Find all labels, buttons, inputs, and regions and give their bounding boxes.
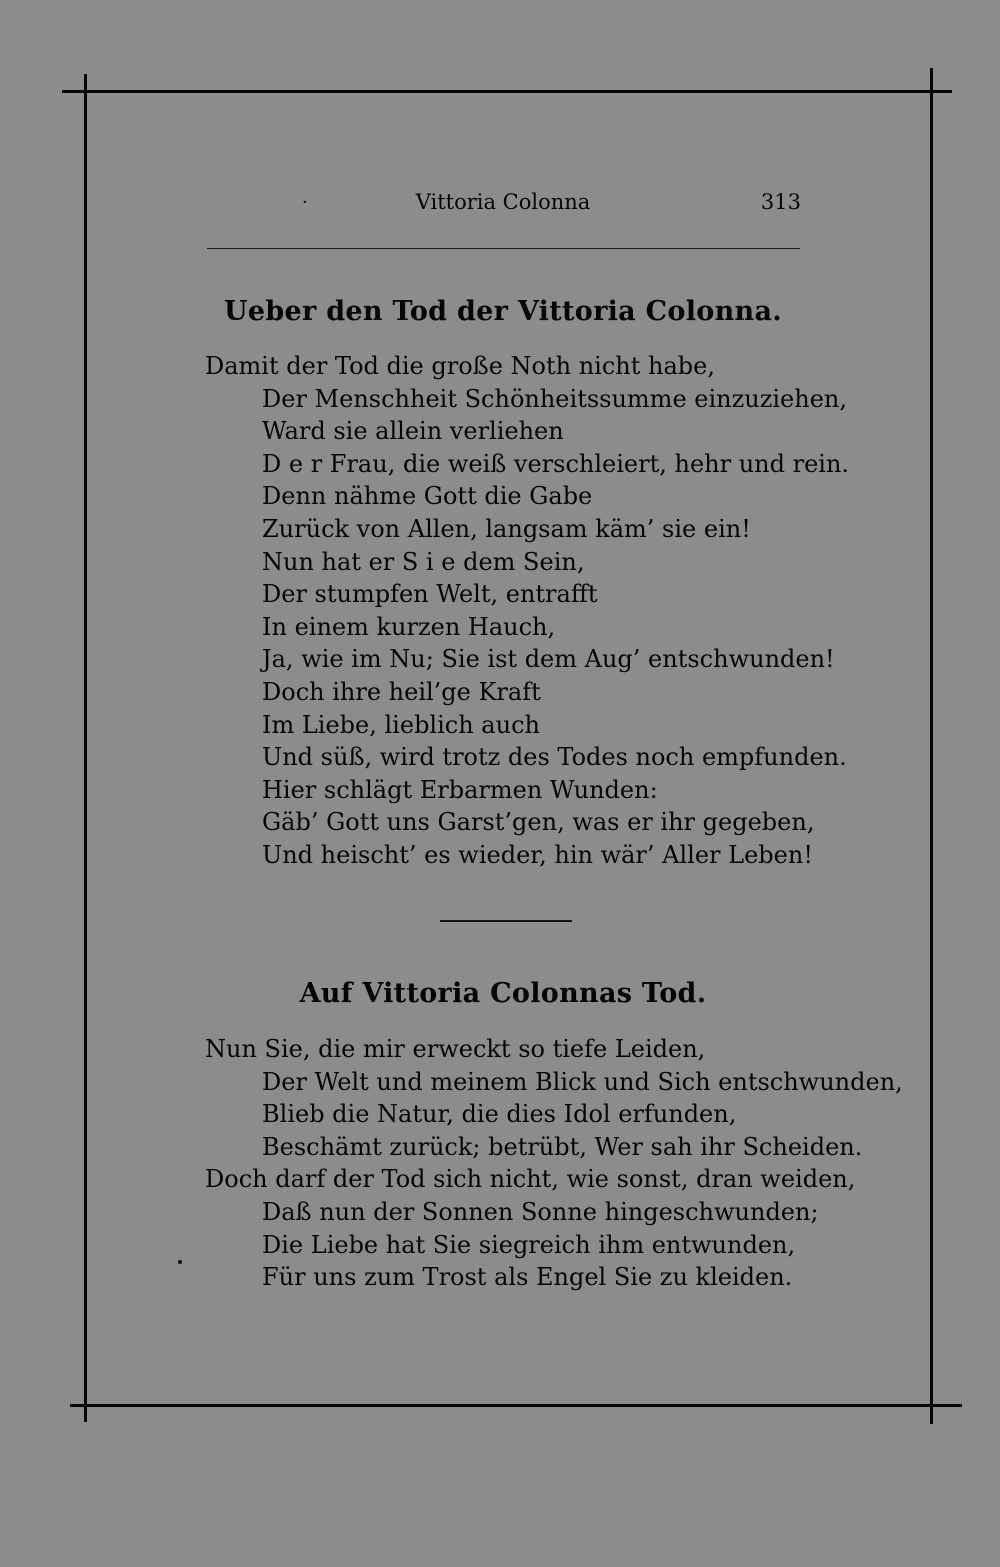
poem-line: Nun Sie, die mir erweckt so tiefe Leiden, <box>205 1035 706 1063</box>
poem-line: Für uns zum Trost als Engel Sie zu kleiden. <box>262 1263 793 1292</box>
poem-line: Blieb die Natur, die dies Idol erfunden, <box>262 1100 737 1129</box>
poem-line: Doch ihre heil’ge Kraft <box>262 677 541 706</box>
poem-1-title: Ueber den Tod der Vittoria Colonna. <box>224 296 782 327</box>
print-speck <box>178 1260 182 1264</box>
poem-line: Ward sie allein verliehen <box>262 417 564 446</box>
header-rule <box>207 248 800 249</box>
poem-line: Der Menschheit Schönheitssumme einzuziehen, <box>262 384 847 413</box>
frame-bottom-rule <box>70 1404 962 1407</box>
poem-line: Zurück von Allen, langsam käm’ sie ein! <box>262 514 751 543</box>
poem-line: Der stumpfen Welt, entrafft <box>262 580 598 609</box>
poem-line: Denn nähme Gott die Gabe <box>262 482 593 511</box>
poem-line: Damit der Tod die große Noth nicht habe, <box>205 352 715 380</box>
poem-line: Die Liebe hat Sie siegreich ihm entwunden, <box>262 1230 796 1259</box>
poem-line: Nun hat er S i e dem Sein, <box>262 547 585 576</box>
poem-line: Ja, wie im Nu; Sie ist dem Aug’ entschwunden! <box>262 645 835 674</box>
poem-line: Beschämt zurück; betrübt, Wer sah ihr Scheiden. <box>262 1132 863 1161</box>
poem-2-title: Auf Vittoria Colonnas Tod. <box>299 978 707 1009</box>
poem-2-lines <box>0 1033 1000 1294</box>
section-divider <box>440 920 572 922</box>
poem-line: Doch darf der Tod sich nicht, wie sonst, dran weiden, <box>205 1165 856 1194</box>
running-head-dot: · <box>302 192 308 213</box>
running-head-title: Vittoria Colonna <box>415 190 591 214</box>
poem-line: Und heischt’ es wieder, hin wär’ Aller Leben! <box>262 840 813 869</box>
poem-line: Gäb’ Gott uns Garst’gen, was er ihr gegeben, <box>262 808 815 837</box>
poem-line: Hier schlägt Erbarmen Wunden: <box>262 775 658 804</box>
running-head <box>205 188 801 222</box>
poem-line: Daß nun der Sonnen Sonne hingeschwunden; <box>262 1197 819 1226</box>
frame-top-rule <box>62 90 952 93</box>
poem-line: Im Liebe, lieblich auch <box>262 710 540 739</box>
page-number: 313 <box>760 190 801 214</box>
poem-line: Der Welt und meinem Blick und Sich entschwunden, <box>262 1067 903 1096</box>
poem-1-lines <box>0 350 1000 872</box>
poem-line: D e r Frau, die weiß verschleiert, hehr und rein. <box>262 449 850 478</box>
poem-line: Und süß, wird trotz des Todes noch empfunden. <box>262 743 847 772</box>
poem-line: In einem kurzen Hauch, <box>262 612 556 641</box>
